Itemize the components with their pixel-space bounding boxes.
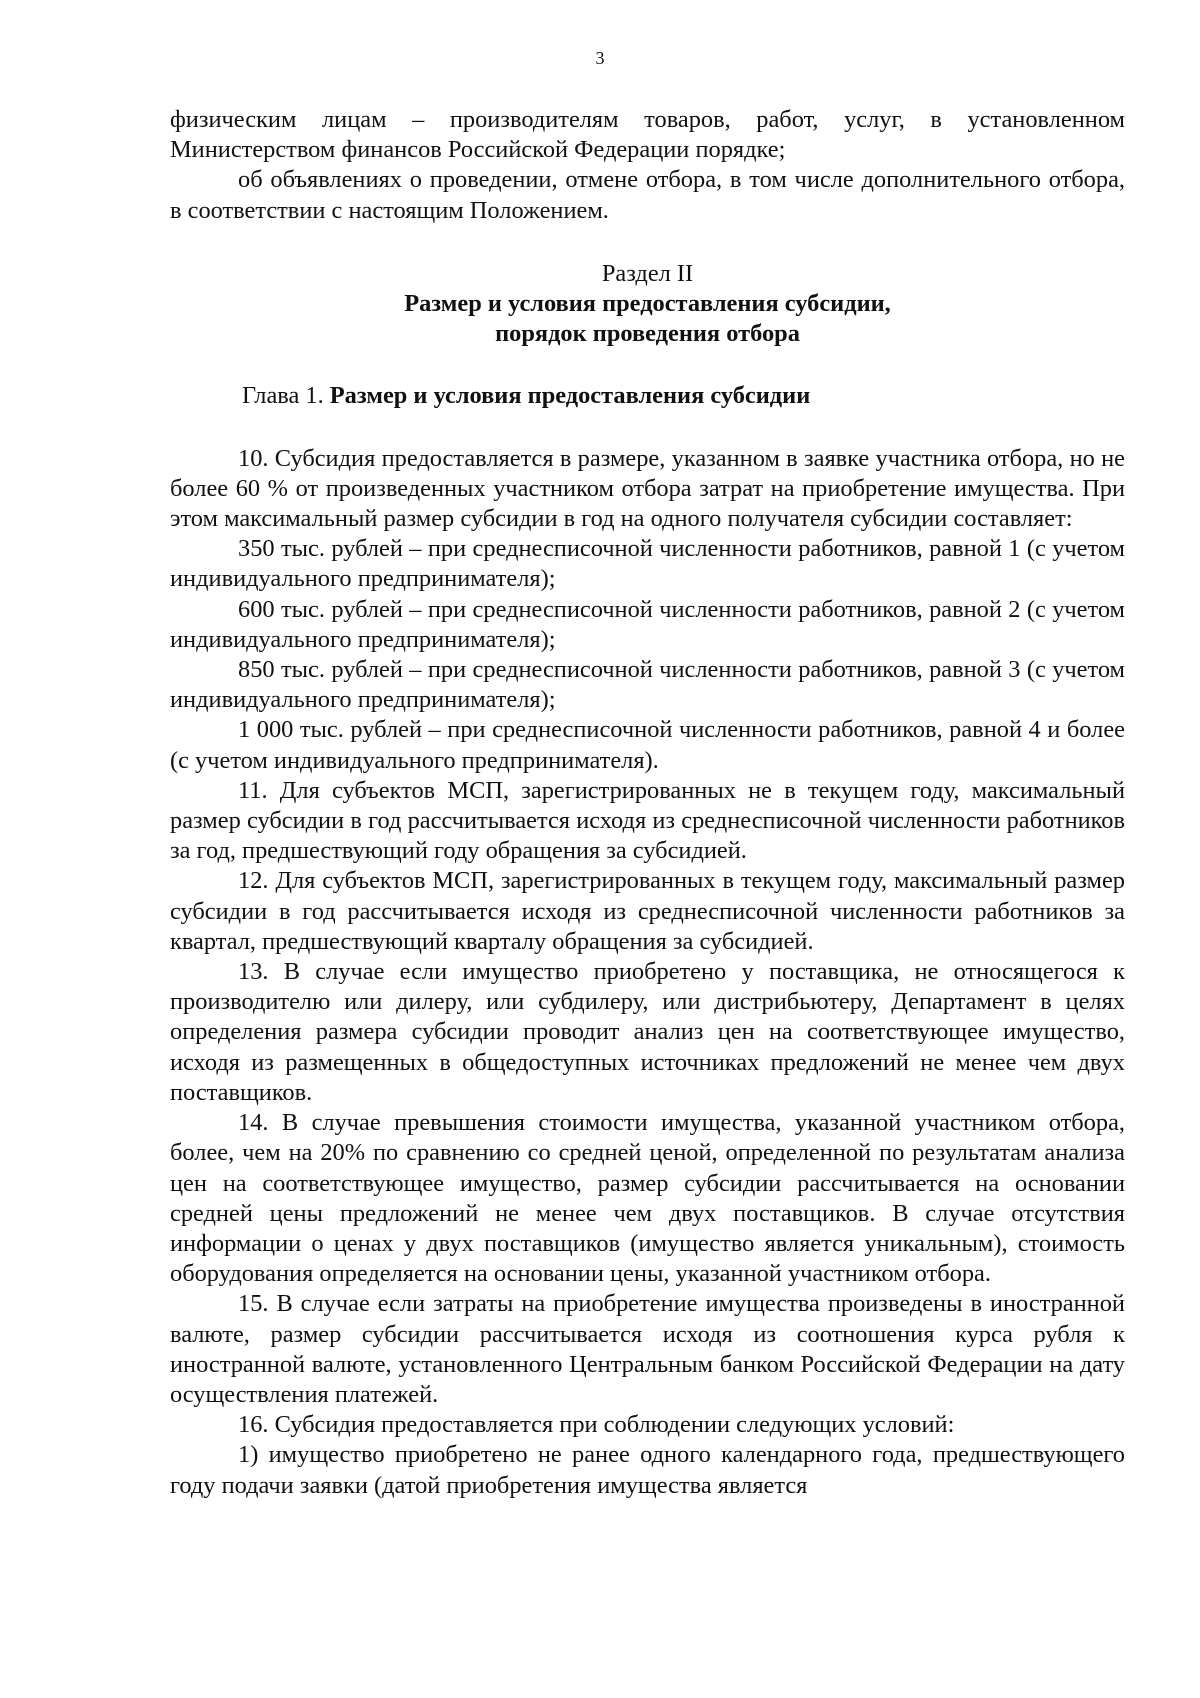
chapter-prefix: Глава 1. (242, 382, 330, 410)
intro-paragraph-2: об объявлениях о проведении, отмене отбора, в том числе дополнительного отбора, в соответствии с настоящим Положением. (170, 166, 1125, 224)
document-body (170, 105, 1125, 1501)
paragraph-16: 16. Субсидия предоставляется при соблюдении следующих условий: (238, 1411, 955, 1439)
paragraph-15: 15. В случае если затраты на приобретение имущества произведены в иностранной валюте, размер субсидии рассчитывается исходя из соотношения курса рубля к иностранной валюте, установленного Центральным банком Российской Федерации на дату осуществления платежей. (170, 1290, 1125, 1408)
paragraph-16-item-1: 1) имущество приобретено не ранее одного календарного года, предшествующего году подачи заявки (датой приобретения имущества является (170, 1441, 1125, 1499)
section-title-line-2: порядок проведения отбора (495, 320, 800, 348)
paragraph-11: 11. Для субъектов МСП, зарегистрированных не в текущем году, максимальный размер субсидии в год рассчитывается исходя из среднесписочной численности работников за год, предшествующий году обращения за субсидией. (170, 776, 1125, 865)
paragraph-12: 12. Для субъектов МСП, зарегистрированных в текущем году, максимальный размер субсидии в год рассчитывается исходя из среднесписочной численности работников за квартал, предшествующий кварталу обращения за субсидией. (170, 867, 1125, 955)
section-heading (170, 259, 1125, 350)
paragraph-13: 13. В случае если имущество приобретено у поставщика, не относящегося к производителю или дилеру, или субдилеру, или дистрибьютеру, Департамент в целях определения размера субсидии проводит анализ цен на соответствующее имущество, исходя из размещенных в общедоступных источниках предложений не менее чем двух поставщиков. (170, 958, 1125, 1106)
paragraph-10-item-1000: 1 000 тыс. рублей – при среднесписочной численности работников, равной 4 и более (с учетом индивидуального предпринимателя). (170, 716, 1125, 774)
section-label: Раздел II (601, 259, 694, 287)
paragraph-14: 14. В случае превышения стоимости имущества, указанной участником отбора, более, чем на 20% по сравнению со средней ценой, определенной по результатам анализа цен на соответствующее имущество, размер субсидии рассчитывается на основании средней цены предложений не менее чем двух поставщиков. В случае отсутствия информации о ценах у двух поставщиков (имущество является уникальным), стоимость оборудования определяется на основании цены, указанной участником отбора. (170, 1109, 1125, 1288)
chapter-title: Размер и условия предоставления субсидии (329, 382, 811, 410)
paragraph-10-item-850: 850 тыс. рублей – при среднесписочной численности работников, равной 3 (с учетом индивидуального предпринимателя); (170, 656, 1125, 714)
paragraph-10-item-600: 600 тыс. рублей – при среднесписочной численности работников, равной 2 (с учетом индивидуального предпринимателя); (170, 595, 1125, 653)
chapter-heading (170, 381, 1125, 411)
page-number: 3 (595, 48, 605, 68)
section-title-line-1: Размер и условия предоставления субсидии, (404, 290, 891, 318)
paragraph-10: 10. Субсидия предоставляется в размере, указанном в заявке участника отбора, но не более 60 % от произведенных участником отбора затрат на приобретение имущества. При этом максимальный размер субсидии в год на одного получателя субсидии составляет: (170, 444, 1125, 533)
intro-paragraph-1: физическим лицам – производителям товаров, работ, услуг, в установленном Министерством финансов Российской Федерации порядке; (170, 106, 1125, 164)
paragraph-10-item-350: 350 тыс. рублей – при среднесписочной численности работников, равной 1 (с учетом индивидуального предпринимателя); (170, 535, 1125, 593)
